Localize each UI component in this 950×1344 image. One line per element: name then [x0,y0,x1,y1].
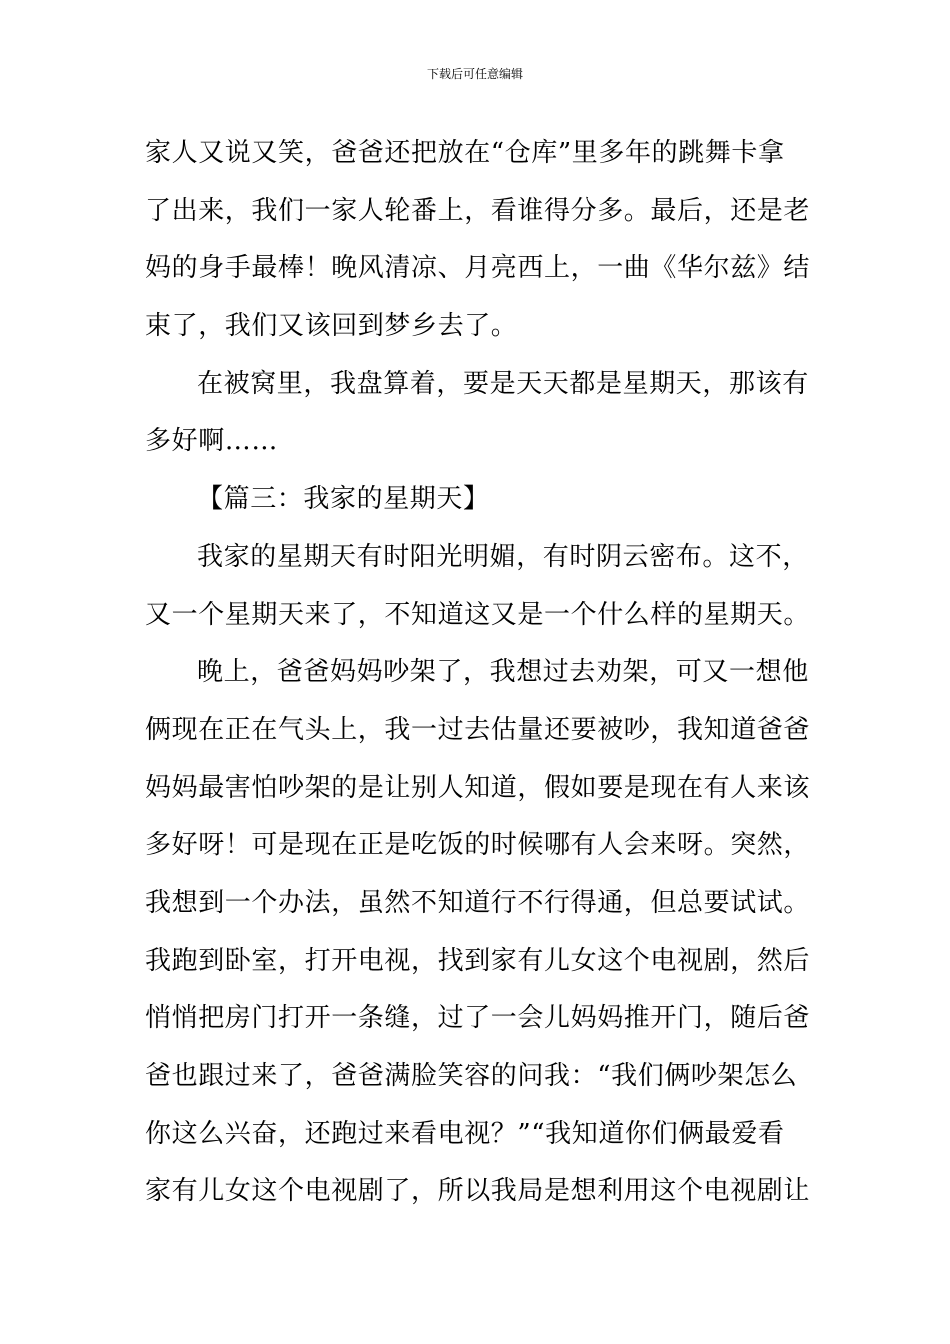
page-header: 下载后可任意编辑 [426,67,523,81]
text-line: 你这么兴奋，还跑过来看电视？”“我知道你们俩最爱看 [145,1118,785,1149]
text-line: 俩现在正在气头上，我一过去估量还要被吵，我知道爸爸 [145,714,811,745]
document-body [145,125,813,1221]
text-line: 我跑到卧室，打开电视，找到家有儿女这个电视剧，然后 [145,945,811,976]
text-line: 爸也跟过来了，爸爸满脸笑容的问我：“我们俩吵架怎么 [145,1061,798,1091]
paragraph-start-line: 我家的星期天有时阳光明媚，有时阴云密布。这不， [197,541,809,572]
text-line: 多好啊…… [145,426,279,457]
text-line: 家人又说又笑，爸爸还把放在“仓库”里多年的跳舞卡拿 [145,138,785,168]
text-line: 又一个星期天来了，不知道这又是一个什么样的星期天。 [145,599,811,630]
section-title: 【篇三：我家的星期天】 [197,484,490,515]
text-line: 妈的身手最棒！晚风清凉、月亮西上，一曲《华尔兹》结 [145,253,811,284]
text-line: 妈妈最害怕吵架的是让别人知道，假如要是现在有人来该 [145,772,811,803]
text-line: 束了，我们又该回到梦乡去了。 [145,311,518,342]
text-line: 我想到一个办法，虽然不知道行不行得通，但总要试试。 [145,887,811,918]
text-line: 多好呀！可是现在正是吃饭的时候哪有人会来呀。突然， [145,830,811,861]
text-line: 了出来，我们一家人轮番上，看谁得分多。最后，还是老 [145,195,811,226]
text-line: 悄悄把房门打开一条缝，过了一会儿妈妈推开门，随后爸 [145,1003,811,1034]
paragraph-start-line: 在被窝里，我盘算着，要是天天都是星期天，那该有 [197,368,809,399]
paragraph-start-line: 晚上，爸爸妈妈吵架了，我想过去劝架，可又一想他 [197,657,809,688]
text-line: 家有儿女这个电视剧了，所以我局是想利用这个电视剧让 [145,1176,811,1207]
